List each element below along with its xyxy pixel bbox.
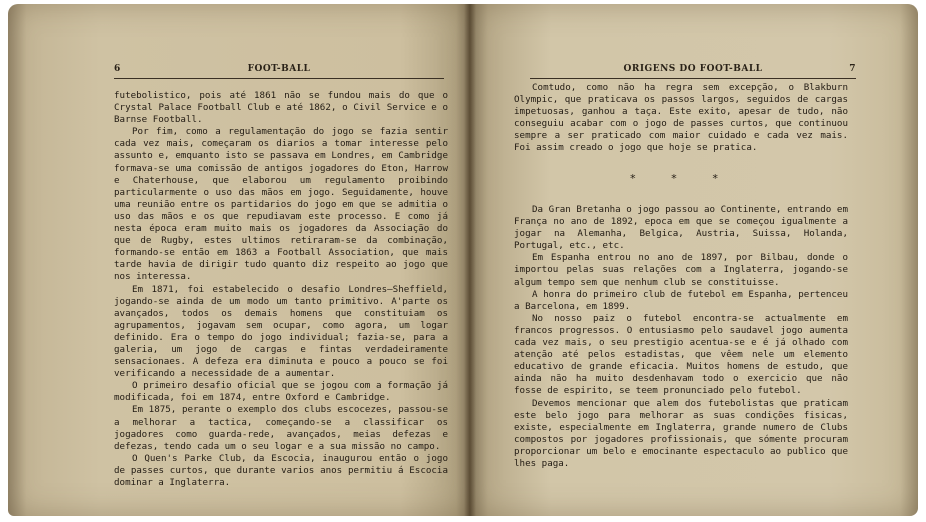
right-page [470, 4, 918, 516]
paragraph: Em 1875, perante o exemplo dos clubs escocezes, passou-se a melhorar a tactica, começando-se a classificar os jogadores como guarda-rede, avançados, meias defezas e defezas, tendo cada um o seu logar e a sua missão no campo. [114, 404, 448, 452]
paragraph: Comtudo, como não ha regra sem excepção, o Blakburn Olympic, que praticava os passos largos, seguidos de cargas impetuosas, ganhou a taça. Este exito, apesar de tudo, não conseguiu acabar com o jogo de passes curtos, que continuou sempre a ser praticado com maior cuidado e cada vez mais. Foi assim creado o jogo que hoje se pratica. [514, 82, 848, 154]
book-gutter [464, 4, 476, 516]
right-page-body-top [514, 82, 848, 155]
right-page-number: 7 [849, 64, 856, 74]
paragraph: No nosso paiz o futebol encontra-se actualmente em francos progressos. O entusiasmo pelo saudavel jogo aumenta cada vez mais, o seu prestigio acentua-se e é já olhado com atenção até pelos estadistas, que vêem nele um elemento educativo de grande eficacia. Muitos homens de estudo, que ainda não ha muito desdenhavam todo o exercicio que não fosse de espirito, se teem pronunciado pelo futebol. [514, 312, 848, 397]
paragraph: Da Gran Bretanha o jogo passou ao Continente, entrando em França no ano de 1892, epoca em que se começou igualmente a jogar na Alemanha, Belgica, Austria, Suissa, Holanda, Portugal, etc., etc. [514, 204, 848, 252]
paragraph: Em 1871, foi estabelecido o desafio Londres—Sheffield, jogando-se ainda de um modo um tanto primitivo. A'parte os avançados, todos os demais homens que constituiam os agrupamentos, jogavam sem ocupar, como agora, um logar definido. Era o tempo do jogo individual; fazia-se, para a galeria, um jogo de cargas e fintas verdadeiramente sensacionaes. A defeza era diminuta e pouco a pouco se foi verificando a necessidade de a aumentar. [114, 283, 448, 380]
right-page-header [530, 62, 856, 79]
paragraph: Por fim, como a regulamentação do jogo se fazia sentir cada vez mais, começaram os diarios a tomar interesse pelo assunto e, emquanto isto se passava em Londres, em Cambridge formava-se uma comissão de antigos jogadores do Eton, Harrow e Chaterhouse, que elaborou um regulamento proibindo particularmente o uso das mãos em jogo. Seguidamente, houve uma reunião entre os partidarios do jogo em que se admitia o uso das mãos e os que repudiavam este processo. E como já nesta época eram muito mais os jogadores da Associação do que de Rugby, estes ultimos retiraram-se da combinação, formando-se então em 1863 a Football Association, que mais tarde havia de dirigir tudo quanto diz respeito ao jogo que nos interessa. [114, 126, 448, 283]
paragraph: Em Espanha entrou no ano de 1897, por Bilbau, donde o importou pelas suas relações com a Inglaterra, jogando-se algum tempo sem que nenhum club se constituisse. [514, 252, 848, 288]
open-book [8, 4, 918, 516]
left-page-body [114, 90, 448, 489]
left-page [8, 4, 470, 516]
left-page-title: FOOT-BALL [247, 64, 311, 74]
section-separator: * * * [629, 172, 733, 185]
right-page-body-bottom [514, 204, 848, 470]
paragraph: O primeiro desafio oficial que se jogou com a formação já modificada, foi em 1874, entre Oxford e Cambridge. [114, 380, 448, 404]
left-page-number: 6 [114, 64, 121, 74]
right-page-title: ORIGENS DO FOOT-BALL [623, 64, 763, 74]
left-page-header [114, 62, 444, 79]
paragraph: A honra do primeiro club de futebol em Espanha, pertenceu a Barcelona, em 1899. [514, 288, 848, 312]
paragraph: O Quen's Parke Club, da Escocia, inaugurou então o jogo de passes curtos, que durante varios anos permitiu á Escocia dominar a Inglaterra. [114, 452, 448, 488]
paragraph: futebolistico, pois até 1861 não se fundou mais do que o Crystal Palace Football Club e até 1862, o Civil Service e o Barnse Football. [114, 90, 448, 126]
paragraph: Devemos mencionar que alem dos futebolistas que praticam este belo jogo para melhorar as suas condições fisicas, existe, especialmente em Inglaterra, grande numero de Clubs compostos por jogadores profissionais, que sómente procuram proporcionar um belo e emocinante espectaculo ao publico que lhes paga. [514, 397, 848, 469]
